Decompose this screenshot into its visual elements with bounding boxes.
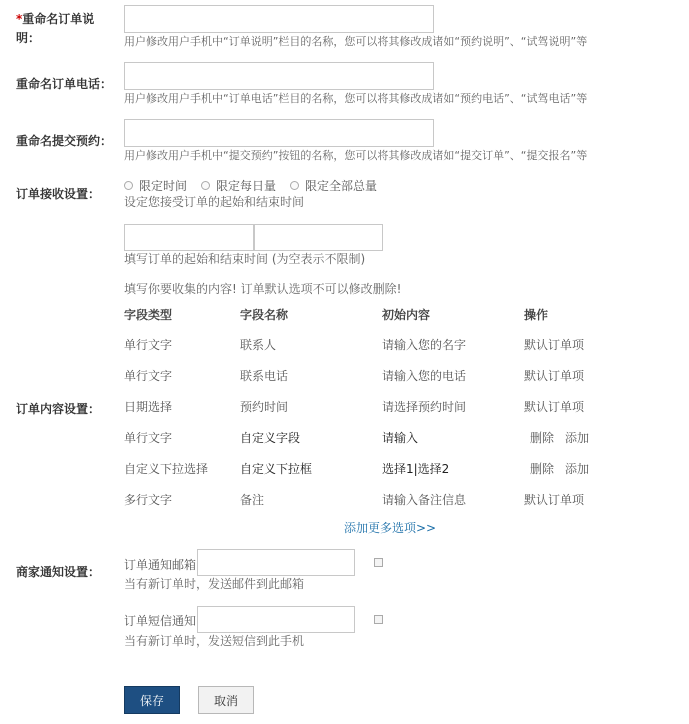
row-field-name: 联系电话 [234,364,364,386]
email-help: 当有新订单时，发送邮件到此邮箱 [124,577,305,591]
row-field-type: 单行文字 [124,431,173,445]
row-initial-content: 请输入您的名字 [376,333,512,355]
radio-circle-icon[interactable] [124,181,133,190]
receive-options [124,177,391,194]
row-field-type: 单行文字 [124,369,173,383]
row-field-name: 联系人 [234,333,364,355]
rename-phone-label: 重命名订单电话： [16,77,113,91]
add-more-options-link[interactable]: 添加更多选项>> [344,521,437,535]
radio-limit-time[interactable] [124,177,187,194]
row-field-name: 预约时间 [234,395,364,417]
rename-phone-help: 用户修改用户手机中“订单电话”栏目的名称，您可以将其修改成诸如“预约电话”、“试驾电话”等 [124,92,588,105]
radio-limit-total[interactable] [290,177,377,194]
header-operation: 操作 [524,308,549,322]
radio-label: 限定每日量 [216,179,277,193]
radio-circle-icon[interactable] [290,181,299,190]
rename-desc-label [16,10,116,48]
row-field-name-input[interactable]: 自定义下拉框 [234,457,364,479]
cancel-button[interactable]: 取消 [198,686,254,714]
row-field-name: 备注 [234,488,364,510]
required-star: * [16,12,23,26]
receive-help: 设定您接受订单的起始和结束时间 [124,195,305,209]
rename-desc-input[interactable] [124,5,434,33]
row-field-type: 自定义下拉选择 [124,462,209,476]
rename-submit-input[interactable] [124,119,434,147]
rename-submit-label: 重命名提交预约： [16,134,113,148]
row-default-op: 默认订单项 [524,338,585,352]
radio-label: 限定全部总量 [305,179,378,193]
content-intro: 填写你要收集的内容! 订单默认选项不可以修改删除! [124,282,402,296]
header-field-name: 字段名称 [240,308,289,322]
row-default-op: 默认订单项 [524,493,585,507]
row-initial-content-input[interactable]: 请输入 [376,426,512,448]
row-delete-link[interactable]: 删除 [530,462,555,476]
time-help: 填写订单的起始和结束时间 (为空表示不限制) [124,252,366,266]
radio-label: 限定时间 [139,179,188,193]
radio-circle-icon[interactable] [201,181,210,190]
row-field-type: 日期选择 [124,400,173,414]
row-initial-content: 请选择预约时间 [376,395,512,417]
save-button[interactable]: 保存 [124,686,180,714]
notify-label: 商家通知设置： [16,565,101,579]
rename-submit-help: 用户修改用户手机中“提交预约”按钮的名称，您可以将其修改成诸如“提交订单”、“提交报名”等 [124,149,588,162]
receive-label: 订单接收设置： [16,187,101,201]
sms-help: 当有新订单时，发送短信到此手机 [124,634,305,648]
row-add-link[interactable]: 添加 [565,431,590,445]
row-initial-content: 请输入您的电话 [376,364,512,386]
rename-desc-label-text: 重命名订单说明： [16,12,95,45]
row-add-link[interactable]: 添加 [565,462,590,476]
row-initial-content-input[interactable]: 选择1|选择2 [376,457,512,479]
row-field-name-input[interactable]: 自定义字段 [234,426,364,448]
rename-desc-help: 用户修改用户手机中“订单说明”栏目的名称，您可以将其修改成诸如“预约说明”、“试驾说明”等 [124,35,588,48]
row-field-type: 多行文字 [124,493,173,507]
sms-label: 订单短信通知 [124,614,197,628]
rename-phone-input[interactable] [124,62,434,90]
header-initial-content: 初始内容 [382,308,431,322]
sms-input[interactable] [197,606,355,633]
row-default-op: 默认订单项 [524,400,585,414]
email-label: 订单通知邮箱 [124,558,197,572]
row-delete-link[interactable]: 删除 [530,431,555,445]
start-time-input[interactable] [124,224,254,251]
row-default-op: 默认订单项 [524,369,585,383]
sms-checkbox[interactable] [374,615,383,624]
content-label: 订单内容设置： [16,402,101,416]
email-input[interactable] [197,549,355,576]
header-field-type: 字段类型 [124,308,173,322]
row-field-type: 单行文字 [124,338,173,352]
email-checkbox[interactable] [374,558,383,567]
radio-limit-daily[interactable] [201,177,276,194]
row-initial-content: 请输入备注信息 [376,488,512,510]
end-time-input[interactable] [254,224,383,251]
